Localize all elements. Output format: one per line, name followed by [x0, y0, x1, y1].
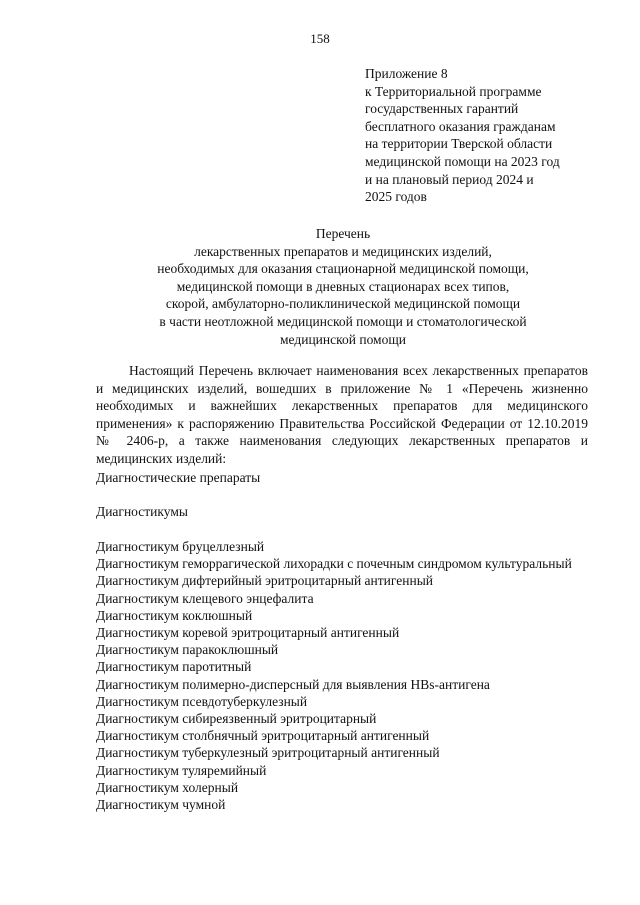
appendix-line: государственных гарантий	[365, 101, 519, 117]
section-heading: Диагностические препараты	[96, 470, 261, 485]
title-line: медицинской помощи в дневных стационарах всех типов,	[176, 278, 510, 294]
appendix-line: и на плановый период 2024 и	[365, 171, 534, 187]
list-item: Диагностикум туляремийный	[96, 762, 267, 778]
title-line: необходимых для оказания стационарной медицинской помощи,	[157, 261, 529, 277]
subsection-heading: Диагностикумы	[96, 504, 188, 519]
list-item: Диагностикум столбнячный эритроцитарный антигенный	[96, 728, 430, 744]
appendix-line: медицинской помощи на 2023 год	[365, 153, 560, 169]
list-item: Диагностикум туберкулезный эритроцитарный антигенный	[96, 745, 440, 761]
title-line: в части неотложной медицинской помощи и стоматологической	[159, 313, 527, 329]
list-item: Диагностикум коклюшный	[96, 607, 253, 623]
diagnosticum-list	[96, 538, 588, 813]
page-number: 158	[310, 31, 330, 46]
list-item: Диагностикум холерный	[96, 779, 239, 795]
appendix-line: 2025 годов	[365, 189, 427, 205]
appendix-line: Приложение 8	[365, 66, 448, 81]
intro-paragraph: Настоящий Перечень включает наименования всех лекарственных препаратов и медицинских изделий, вошедших в приложение № 1 «Перечень жизненно необходимых и важнейших лекарственных препаратов для медицинского применения» к распоряжению Правительства Российской Федерации от 12.10.2019 № 2406-р, а также наименования следующих лекарственных препаратов и медицинских изделий:	[96, 363, 588, 466]
list-item: Диагностикум дифтерийный эритроцитарный антигенный	[96, 573, 433, 589]
appendix-line: к Территориальной программе	[365, 83, 542, 99]
list-item: Диагностикум коревой эритроцитарный антигенный	[96, 625, 400, 641]
list-item: Диагностикум псевдотуберкулезный	[96, 693, 308, 709]
document-title	[96, 225, 590, 348]
list-item: Диагностикум паротитный	[96, 659, 252, 675]
list-item: Диагностикум сибиреязвенный эритроцитарный	[96, 711, 377, 727]
list-item: Диагностикум бруцеллезный	[96, 539, 265, 554]
list-item: Диагностикум полимерно-дисперсный для выявления HBs-антигена	[96, 676, 490, 692]
title-line: лекарственных препаратов и медицинских изделий,	[194, 243, 492, 259]
title-line: Перечень	[315, 226, 371, 241]
list-item: Диагностикум клещевого энцефалита	[96, 590, 314, 606]
list-item: Диагностикум геморрагической лихорадки с почечным синдромом культуральный	[96, 556, 572, 572]
list-item: Диагностикум чумной	[96, 797, 226, 813]
appendix-block	[365, 65, 615, 206]
list-item: Диагностикум паракоклюшный	[96, 642, 279, 658]
title-line: скорой, амбулаторно-поликлинической медицинской помощи	[165, 296, 521, 312]
title-line: медицинской помощи	[280, 331, 406, 347]
appendix-line: бесплатного оказания гражданам	[365, 118, 556, 134]
appendix-line: на территории Тверской области	[365, 136, 553, 152]
